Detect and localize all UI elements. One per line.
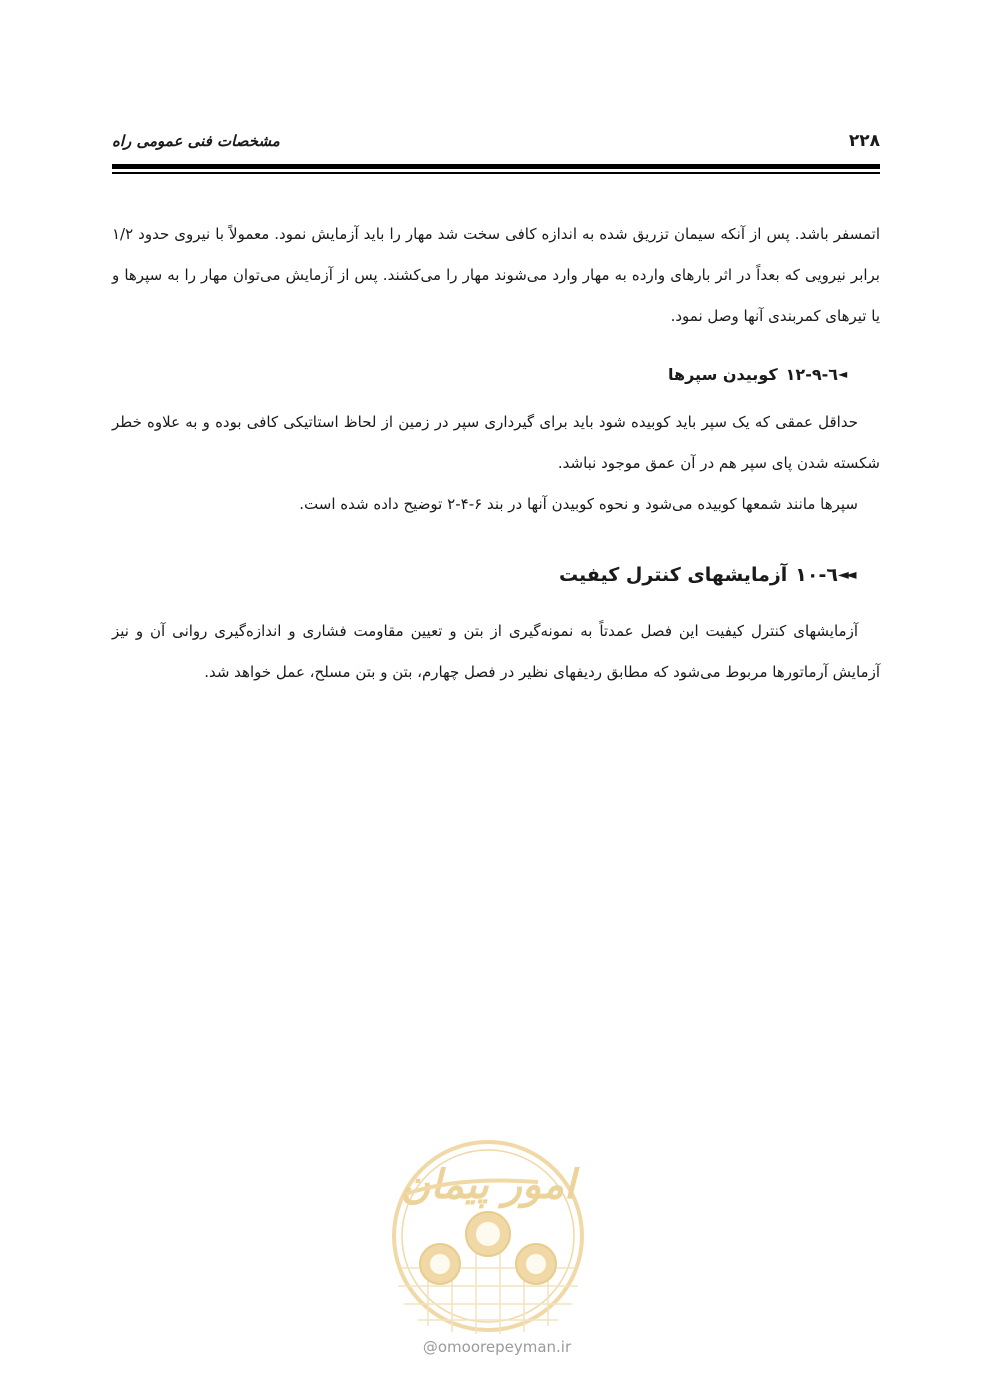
header-rule-thin <box>112 172 880 174</box>
running-title: مشخصات فنی عمومی راه <box>112 132 280 150</box>
bullet-marker-icon: ◄ <box>838 367 848 381</box>
paragraph-quality-control: آزمایشهای کنترل کیفیت این فصل عمدتاً به نمونه‌گیری از بتن و تعیین مقاومت فشاری و اندازه‌گیری روانی آن و نیز آزمایش آرماتورها مربوط می‌شود که مطابق ردیفهای نظیر در فصل چهارم، بتن و بتن مسلح، عمل خواهد شد. <box>112 622 880 681</box>
paragraph-intro: اتمسفر باشد. پس از آنکه سیمان تزریق شده به اندازه کافی سخت شد مهار را باید آزمایش نمود. معمولاً با نیروی حدود ۱/۲ برابر نیرویی که بعداً در اثر بارهای وارده به مهار وارد می‌شوند مهار را می‌کشند. پس از آزمایش می‌توان مهار را به سپرها و یا تیرهای کمربندی آنها وصل نمود. <box>112 225 880 325</box>
heading-title: کوبیدن سپرها <box>667 364 778 384</box>
page-body <box>112 214 880 693</box>
header-rule-thick <box>112 164 880 169</box>
heading-section-6-10 <box>112 553 880 597</box>
heading-number: ٦-٩-١٢ <box>785 364 838 384</box>
page-number: ۲۲۸ <box>848 131 880 151</box>
heading-title: آزمایشهای کنترل کیفیت <box>558 564 788 586</box>
page-header <box>112 128 880 154</box>
heading-number: ٦-١٠ <box>795 564 838 586</box>
gear-seal-icon <box>388 1136 588 1336</box>
paragraph-piles-1: حداقل عمقی که یک سپر باید کوبیده شود باید برای گیرداری سپر در زمین از لحاظ استاتیکی کافی بوده و به علاوه خطر شکسته شدن پای سپر هم در آن عمق موجود نباشد. <box>112 413 880 472</box>
logo-text: امور پیمان <box>400 1161 576 1208</box>
paragraph-piles-2: سپرها مانند شمعها کوبیده می‌شود و نحوه کوبیدن آنها در بند ۶-۴-۲ توضیح داده شده است. <box>299 495 858 513</box>
heading-section-6-9-12 <box>112 354 880 394</box>
watermark-handle: @omoorepeyman.ir <box>422 1338 572 1356</box>
double-marker-icon: ◄◄ <box>838 567 854 583</box>
